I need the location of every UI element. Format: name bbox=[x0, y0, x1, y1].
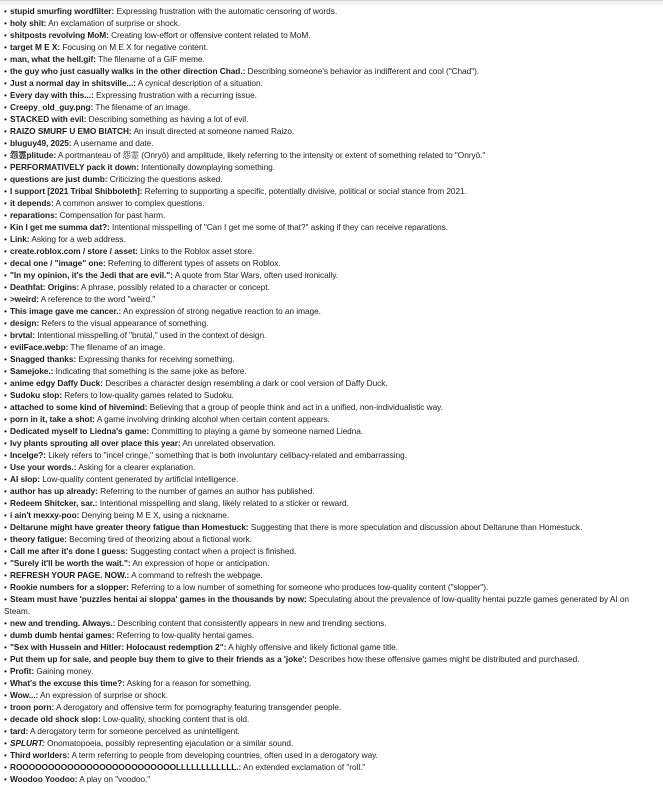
item-term: Deltarune might have greater theory fatigue than Homestuck: bbox=[10, 522, 249, 532]
item-term: decade old shock slop: bbox=[10, 714, 101, 724]
bullet-icon: • bbox=[4, 30, 7, 40]
list-item bbox=[4, 401, 655, 413]
bullet-icon: • bbox=[4, 438, 7, 448]
item-description: Refers to low-quality games related to Sudoku. bbox=[61, 390, 234, 400]
item-description: A derogatory term for someone perceived as unintelligent. bbox=[28, 726, 240, 736]
list-item bbox=[4, 521, 655, 533]
list-item bbox=[4, 617, 655, 629]
item-term: Wow...: bbox=[10, 690, 39, 700]
bullet-icon: • bbox=[4, 306, 7, 316]
list-item bbox=[4, 461, 655, 473]
item-description: A play on "voodoo." bbox=[77, 774, 151, 784]
bullet-icon: • bbox=[4, 102, 7, 112]
list-item bbox=[4, 677, 655, 689]
list-item bbox=[4, 557, 655, 569]
bullet-icon: • bbox=[4, 78, 7, 88]
item-description: A game involving drinking alcohol when certain content appears. bbox=[95, 414, 330, 424]
bullet-icon: • bbox=[4, 402, 7, 412]
list-item bbox=[4, 257, 655, 269]
bullet-icon: • bbox=[4, 210, 7, 220]
list-item bbox=[4, 497, 655, 509]
item-term: Use your words.: bbox=[10, 462, 77, 472]
list-item bbox=[4, 581, 655, 593]
list-item bbox=[4, 173, 655, 185]
item-term: Dedicated myself to Liedna's game: bbox=[10, 426, 150, 436]
bullet-icon: • bbox=[4, 114, 7, 124]
item-term: dumb dumb hentai games: bbox=[10, 630, 115, 640]
list-item bbox=[4, 653, 655, 665]
bullet-icon: • bbox=[4, 126, 7, 136]
bullet-icon: • bbox=[4, 426, 7, 436]
item-description: A portmanteau of 怨霊 (Onryō) and amplitude, likely referring to the intensity or extent of something related to "Onryō." bbox=[56, 150, 486, 160]
bullet-icon: • bbox=[4, 582, 7, 592]
list-item bbox=[4, 149, 655, 161]
bullet-icon: • bbox=[4, 654, 7, 664]
bullet-icon: • bbox=[4, 282, 7, 292]
bullet-icon: • bbox=[4, 450, 7, 460]
list-item bbox=[4, 665, 655, 677]
item-description: Describing something as having a lot of evil. bbox=[86, 114, 249, 124]
item-description: An unrelated observation. bbox=[180, 438, 276, 448]
bullet-icon: • bbox=[4, 366, 7, 376]
item-term: author has up already: bbox=[10, 486, 98, 496]
list-item bbox=[4, 281, 655, 293]
bullet-icon: • bbox=[4, 54, 7, 64]
item-term: "Sex with Hussein and Hitler: Holocaust redemption 2": bbox=[10, 642, 227, 652]
item-term: man, what the hell.gif: bbox=[10, 54, 96, 64]
item-description: An insult directed at someone named Raizo. bbox=[131, 126, 295, 136]
item-term: STACKED with evil: bbox=[10, 114, 87, 124]
item-term: Ivy plants sprouting all over place this year: bbox=[10, 438, 181, 448]
list-item bbox=[4, 89, 655, 101]
list-item bbox=[4, 365, 655, 377]
item-description: Likely refers to "incel cringe," something that is both involuntary celibacy-related and embarrassing. bbox=[45, 450, 407, 460]
list-item bbox=[4, 317, 655, 329]
item-term: bluguy49, 2025: bbox=[10, 138, 72, 148]
bullet-icon: • bbox=[4, 498, 7, 508]
list-item bbox=[4, 437, 655, 449]
list-item bbox=[4, 41, 655, 53]
item-description: Describes how these offensive games might be distributed and purchased. bbox=[306, 654, 580, 664]
bullet-icon: • bbox=[4, 642, 7, 652]
bullet-icon: • bbox=[4, 750, 7, 760]
bullet-icon: • bbox=[4, 486, 7, 496]
list-item bbox=[4, 713, 655, 725]
item-description: A cynical description of a situation. bbox=[135, 78, 263, 88]
item-term: Rookie numbers for a slopper: bbox=[10, 582, 129, 592]
bullet-icon: • bbox=[4, 738, 7, 748]
bullet-icon: • bbox=[4, 66, 7, 76]
item-description: Low-quality, shocking content that is old. bbox=[100, 714, 250, 724]
list-item bbox=[4, 17, 655, 29]
list-item bbox=[4, 737, 655, 749]
item-description: Intentionally downplaying something. bbox=[138, 162, 275, 172]
bullet-icon: • bbox=[4, 174, 7, 184]
item-description: Creating low-effort or offensive content related to MoM. bbox=[108, 30, 311, 40]
item-description: A derogatory and offensive term for pornography featuring transgender people. bbox=[54, 702, 342, 712]
item-term: attached to some kind of hivemind: bbox=[10, 402, 148, 412]
list-item bbox=[4, 641, 655, 653]
item-term: >weird: bbox=[10, 294, 39, 304]
item-description: A phrase, possibly related to a character or concept. bbox=[79, 282, 270, 292]
item-description: Referring to low-quality hentai games. bbox=[114, 630, 255, 640]
list-item bbox=[4, 197, 655, 209]
bullet-icon: • bbox=[4, 630, 7, 640]
list-item bbox=[4, 305, 655, 317]
list-item bbox=[4, 353, 655, 365]
bullet-icon: • bbox=[4, 594, 7, 604]
bullet-icon: • bbox=[4, 42, 7, 52]
list-item bbox=[4, 593, 655, 617]
list-item bbox=[4, 341, 655, 353]
item-term: shitposts revolving MoM: bbox=[10, 30, 109, 40]
item-term: Deathfat: Origins: bbox=[10, 282, 80, 292]
list-item bbox=[4, 329, 655, 341]
item-term: evilFace.webp: bbox=[10, 342, 69, 352]
list-item bbox=[4, 449, 655, 461]
item-term: Samejoke.: bbox=[10, 366, 54, 376]
item-term: AI slop: bbox=[10, 474, 41, 484]
item-term: PERFORMATIVELY pack it down: bbox=[10, 162, 139, 172]
item-term: Link: bbox=[10, 234, 30, 244]
item-description: Indicating that something is the same joke as before. bbox=[53, 366, 247, 376]
item-description: A username and date. bbox=[71, 138, 154, 148]
item-description: Expressing frustration with a recurring issue. bbox=[93, 90, 257, 100]
list-item bbox=[4, 53, 655, 65]
item-description: An expression of strong negative reaction to an image. bbox=[121, 306, 321, 316]
bullet-icon: • bbox=[4, 222, 7, 232]
bullet-icon: • bbox=[4, 618, 7, 628]
item-term: design: bbox=[10, 318, 40, 328]
glossary-list bbox=[0, 5, 663, 785]
item-term: it depends: bbox=[10, 198, 54, 208]
item-term: Third worlders: bbox=[10, 750, 70, 760]
bullet-icon: • bbox=[4, 474, 7, 484]
item-description: A quote from Star Wars, often used ironically. bbox=[172, 270, 338, 280]
item-term: 怨霊plitude: bbox=[10, 150, 57, 160]
item-term: target M E X: bbox=[10, 42, 61, 52]
item-term: Put them up for sale, and people buy them to give to their friends as a 'joke': bbox=[10, 654, 307, 664]
bullet-icon: • bbox=[4, 762, 7, 772]
bullet-icon: • bbox=[4, 702, 7, 712]
list-item bbox=[4, 701, 655, 713]
item-term: i ain't mexxy-poo: bbox=[10, 510, 80, 520]
bullet-icon: • bbox=[4, 462, 7, 472]
item-term: brvtal: bbox=[10, 330, 36, 340]
list-item bbox=[4, 569, 655, 581]
bullet-icon: • bbox=[4, 726, 7, 736]
bullet-icon: • bbox=[4, 714, 7, 724]
item-description: Onomatopoeia, possibly representing ejaculation or a similar sound. bbox=[44, 738, 294, 748]
list-item bbox=[4, 113, 655, 125]
list-item bbox=[4, 761, 655, 773]
item-description: Criticizing the questions asked. bbox=[107, 174, 223, 184]
item-description: Suggesting contact when a project is finished. bbox=[127, 546, 297, 556]
bullet-icon: • bbox=[4, 378, 7, 388]
item-description: Describing content that consistently appears in new and trending sections. bbox=[115, 618, 387, 628]
bullet-icon: • bbox=[4, 510, 7, 520]
bullet-icon: • bbox=[4, 570, 7, 580]
bullet-icon: • bbox=[4, 546, 7, 556]
bullet-icon: • bbox=[4, 234, 7, 244]
item-description: Asking for a reason for something. bbox=[124, 678, 252, 688]
item-description: The filename of a GIF meme. bbox=[95, 54, 205, 64]
item-term: Call me after it's done I guess: bbox=[10, 546, 128, 556]
item-term: questions are just dumb: bbox=[10, 174, 108, 184]
item-description: A command to refresh the webpage. bbox=[129, 570, 263, 580]
bullet-icon: • bbox=[4, 318, 7, 328]
item-description: Committing to playing a game by someone named Liedna. bbox=[149, 426, 364, 436]
item-term: Every day with this...: bbox=[10, 90, 94, 100]
item-term: RAIZO SMURF U EMO BIATCH: bbox=[10, 126, 132, 136]
item-description: Asking for a clearer explanation. bbox=[76, 462, 196, 472]
item-term: "In my opinion, it's the Jedi that are evil.": bbox=[10, 270, 173, 280]
item-term: theory fatigue: bbox=[10, 534, 67, 544]
list-item bbox=[4, 473, 655, 485]
item-description: An extended exclamation of "roll." bbox=[241, 762, 366, 772]
list-item bbox=[4, 29, 655, 41]
bullet-icon: • bbox=[4, 150, 7, 160]
item-description: Expressing frustration with the automatic censoring of words. bbox=[114, 6, 338, 16]
bullet-icon: • bbox=[4, 186, 7, 196]
list-item bbox=[4, 509, 655, 521]
item-description: Expressing thanks for receiving something. bbox=[76, 354, 235, 364]
item-description: The filename of an image. bbox=[93, 102, 191, 112]
bullet-icon: • bbox=[4, 198, 7, 208]
bullet-icon: • bbox=[4, 558, 7, 568]
item-description: The filename of an image. bbox=[68, 342, 166, 352]
item-description: Becoming tired of theorizing about a fictional work. bbox=[66, 534, 252, 544]
list-item bbox=[4, 65, 655, 77]
bullet-icon: • bbox=[4, 258, 7, 268]
item-description: Compensation for past harm. bbox=[57, 210, 166, 220]
item-term: Redeem Shitcker, sar.: bbox=[10, 498, 98, 508]
item-term: holy shit: bbox=[10, 18, 47, 28]
item-term: Woodoo Yoodoo: bbox=[10, 774, 78, 784]
list-item bbox=[4, 689, 655, 701]
bullet-icon: • bbox=[4, 138, 7, 148]
item-description: Referring to the number of games an author has published. bbox=[97, 486, 315, 496]
bullet-icon: • bbox=[4, 162, 7, 172]
item-term: This image gave me cancer.: bbox=[10, 306, 122, 316]
bullet-icon: • bbox=[4, 6, 7, 16]
list-item bbox=[4, 101, 655, 113]
item-term: Snagged thanks: bbox=[10, 354, 77, 364]
item-term: decal one / "image" one: bbox=[10, 258, 106, 268]
bullet-icon: • bbox=[4, 522, 7, 532]
item-description: Focusing on M E X for negative content. bbox=[60, 42, 208, 52]
item-term: ROOOOOOOOOOOOOOOOOOOOOOOOOLLLLLLLLLLLL.: bbox=[10, 762, 242, 772]
item-term: tard: bbox=[10, 726, 29, 736]
item-description: An expression of hope or anticipation. bbox=[130, 558, 270, 568]
item-term: anime edgy Daffy Duck: bbox=[10, 378, 103, 388]
item-description: Intentional misspelling and slang, likely related to a sticker or reward. bbox=[97, 498, 349, 508]
bullet-icon: • bbox=[4, 294, 7, 304]
item-term: Just a normal day in shitsville...: bbox=[10, 78, 136, 88]
list-item bbox=[4, 629, 655, 641]
item-term: reparations: bbox=[10, 210, 58, 220]
bullet-icon: • bbox=[4, 690, 7, 700]
list-item bbox=[4, 161, 655, 173]
bullet-icon: • bbox=[4, 678, 7, 688]
item-description: Intentional misspelling of "Can I get me some of that?" asking if they can receive reparations. bbox=[109, 222, 448, 232]
item-term: Creepy_old_guy.png: bbox=[10, 102, 94, 112]
item-description: Denying being M E X, using a nickname. bbox=[79, 510, 230, 520]
item-description: Describes a character design resembling a dark or cool version of Daffy Duck. bbox=[102, 378, 388, 388]
bullet-icon: • bbox=[4, 414, 7, 424]
item-description: Gaining money. bbox=[34, 666, 94, 676]
list-item bbox=[4, 545, 655, 557]
item-term: What's the excuse this time?: bbox=[10, 678, 125, 688]
list-item bbox=[4, 725, 655, 737]
list-item bbox=[4, 137, 655, 149]
item-description: Refers to the visual appearance of something. bbox=[39, 318, 209, 328]
item-description: Low-quality content generated by artificial intelligence. bbox=[40, 474, 239, 484]
item-description: A highly offensive and likely fictional game title. bbox=[226, 642, 398, 652]
item-term: REFRESH YOUR PAGE. NOW.: bbox=[10, 570, 130, 580]
item-term: troon porn: bbox=[10, 702, 55, 712]
item-term: I support [2021 Tribal Shibboleth]: bbox=[10, 186, 143, 196]
list-item bbox=[4, 233, 655, 245]
list-item bbox=[4, 293, 655, 305]
item-description: Speculating about the prevalence of low-quality hentai puzzle games generated by AI on Steam. bbox=[4, 594, 629, 616]
list-item bbox=[4, 749, 655, 761]
item-term: "Surely it'll be worth the wait.": bbox=[10, 558, 131, 568]
list-item bbox=[4, 533, 655, 545]
item-term: new and trending. Always.: bbox=[10, 618, 116, 628]
list-item bbox=[4, 245, 655, 257]
item-description: Referring to supporting a specific, potentially divisive, political or social stance from 2021. bbox=[142, 186, 467, 196]
item-description: An exclamation of surprise or shock. bbox=[46, 18, 181, 28]
item-term: Profit: bbox=[10, 666, 35, 676]
item-description: Believing that a group of people think and act in a unified, non-individualistic way. bbox=[147, 402, 443, 412]
list-item bbox=[4, 389, 655, 401]
bullet-icon: • bbox=[4, 18, 7, 28]
item-term: SPLURT: bbox=[10, 738, 45, 748]
list-item bbox=[4, 221, 655, 233]
item-description: Asking for a web address. bbox=[29, 234, 126, 244]
list-item bbox=[4, 5, 655, 17]
item-description: Links to the Roblox asset store. bbox=[137, 246, 255, 256]
bullet-icon: • bbox=[4, 354, 7, 364]
item-description: A term referring to people from developing countries, often used in a derogatory way. bbox=[69, 750, 378, 760]
bullet-icon: • bbox=[4, 774, 7, 784]
item-term: Steam must have 'puzzles hentai ai sloppa' games in the thousands by now: bbox=[10, 594, 307, 604]
bullet-icon: • bbox=[4, 342, 7, 352]
item-term: Sudoku slop: bbox=[10, 390, 62, 400]
item-term: the guy who just casually walks in the other direction Chad.: bbox=[10, 66, 246, 76]
bullet-icon: • bbox=[4, 390, 7, 400]
bullet-icon: • bbox=[4, 666, 7, 676]
list-item bbox=[4, 185, 655, 197]
list-item bbox=[4, 125, 655, 137]
list-item bbox=[4, 77, 655, 89]
bullet-icon: • bbox=[4, 270, 7, 280]
list-item bbox=[4, 773, 655, 785]
list-item bbox=[4, 485, 655, 497]
list-item bbox=[4, 425, 655, 437]
bullet-icon: • bbox=[4, 534, 7, 544]
list-item bbox=[4, 209, 655, 221]
bullet-icon: • bbox=[4, 246, 7, 256]
item-term: create.roblox.com / store / asset: bbox=[10, 246, 138, 256]
item-description: Referring to different types of assets on Roblox. bbox=[105, 258, 281, 268]
list-item bbox=[4, 269, 655, 281]
item-description: An expression of surprise or shock. bbox=[38, 690, 168, 700]
list-item bbox=[4, 413, 655, 425]
item-description: Describing someone's behavior as indifferent and cool ("Chad"). bbox=[245, 66, 480, 76]
item-description: Suggesting that there is more speculation and discussion about Deltarune than Homestuck. bbox=[248, 522, 583, 532]
bullet-icon: • bbox=[4, 90, 7, 100]
item-description: Intentional misspelling of "brutal," used in the context of design. bbox=[35, 330, 267, 340]
item-term: porn in it, take a shot: bbox=[10, 414, 96, 424]
item-description: A reference to the word "weird." bbox=[38, 294, 156, 304]
item-description: A common answer to complex questions. bbox=[53, 198, 205, 208]
item-term: stupid smurfing wordfilter: bbox=[10, 6, 115, 16]
item-description: Referring to a low number of something for someone who produces low-quality content ("slopper"). bbox=[128, 582, 489, 592]
item-term: Incelge?: bbox=[10, 450, 46, 460]
list-item bbox=[4, 377, 655, 389]
item-term: Kin I get me summa dat?: bbox=[10, 222, 110, 232]
bullet-icon: • bbox=[4, 330, 7, 340]
